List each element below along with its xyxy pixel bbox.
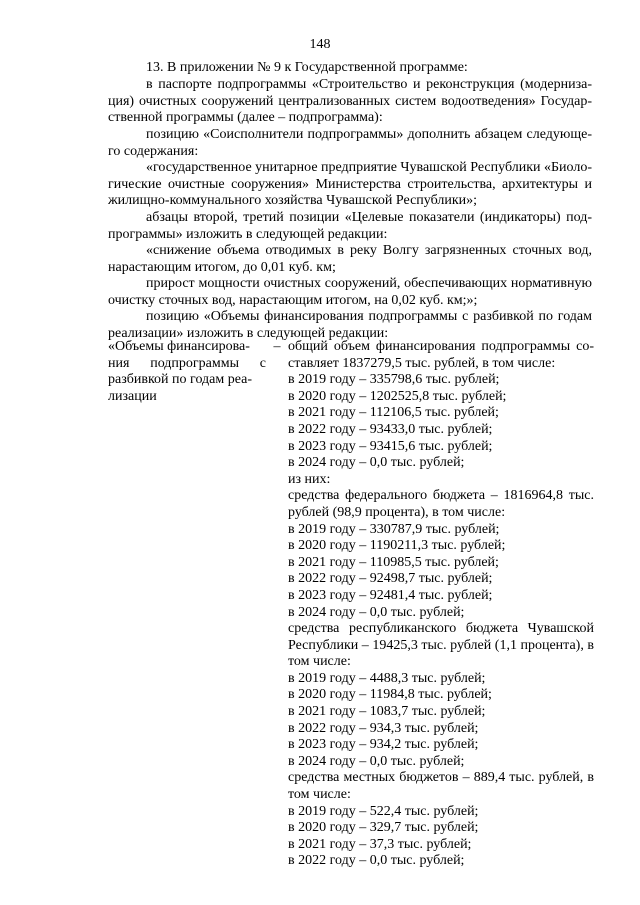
financing-line: в 2024 году – 0,0 тыс. рублей; — [288, 604, 465, 620]
text-line: позицию «Соисполнители подпрограммы» дополнить абзацем следующе- — [146, 127, 592, 142]
financing-line: в 2022 году – 934,3 тыс. рублей; — [288, 720, 479, 736]
text-line: абзацы второй, третий позиции «Целевые показатели (индикаторы) под- — [146, 210, 592, 225]
passport-paragraph — [108, 77, 592, 127]
text-line: в паспорте подпрограммы «Строительство и реконструкция (модерниза- — [146, 77, 592, 92]
financing-line: в 2023 году – 934,2 тыс. рублей; — [288, 737, 479, 753]
text-line: ция) очистных сооружений централизованных систем водоотведения» Государ- — [108, 93, 592, 109]
capacity-paragraph — [108, 276, 592, 309]
page-number: 148 — [309, 37, 331, 52]
financing-line: в 2024 году – 0,0 тыс. рублей; — [288, 753, 465, 769]
financing-values-cell — [288, 339, 594, 870]
financing-paragraph — [108, 309, 592, 342]
text-line: го содержания: — [108, 143, 199, 159]
financing-line: в 2020 году – 329,7 тыс. рублей; — [288, 820, 479, 836]
item-13-heading — [108, 60, 592, 77]
financing-line: общий объем финансирования подпрограммы со- — [288, 339, 594, 354]
position-name-cell — [108, 339, 266, 405]
financing-line: в 2022 году – 92498,7 тыс. рублей; — [288, 571, 493, 587]
financing-line: в 2020 году – 1190211,3 тыс. рублей; — [288, 538, 506, 554]
text-line: 13. В приложении № 9 к Государственной программе: — [146, 60, 468, 75]
financing-line: средства федерального бюджета – 1816964,8 тыс. — [288, 488, 594, 504]
text-line: ственной программы (далее – подпрограмма): — [108, 110, 383, 126]
gup-paragraph — [108, 160, 592, 210]
financing-line: рублей (98,9 процента), в том числе: — [288, 504, 506, 520]
financing-line: в 2019 году – 522,4 тыс. рублей; — [288, 803, 479, 819]
text-line: очистку сточных вод, нарастающим итогом, на 0,02 куб. км;»; — [108, 292, 478, 308]
text-line: позицию «Объемы финансирования подпрограммы с разбивкой по годам — [146, 309, 592, 324]
financing-line: в 2019 году – 335798,6 тыс. рублей; — [288, 372, 500, 388]
financing-line: том числе: — [288, 654, 351, 670]
text-line: разбивкой по годам реа- — [108, 372, 252, 388]
financing-line: средства местных бюджетов – 889,4 тыс. рублей, в — [288, 770, 594, 786]
text-line: нарастающим итогом, до 0,01 куб. км; — [108, 259, 336, 275]
financing-line: Республики – 19425,3 тыс. рублей (1,1 процента), в — [288, 637, 594, 653]
text-line: «снижение объема отводимых в реку Волгу загрязненных сточных вод, — [146, 243, 592, 258]
text-line: лизации — [108, 388, 157, 404]
financing-line: в 2022 году – 93433,0 тыс. рублей; — [288, 421, 493, 437]
text-line: прирост мощности очистных сооружений, обеспечивающих нормативную — [146, 276, 592, 291]
financing-line: в 2019 году – 330787,9 тыс. рублей; — [288, 521, 500, 537]
financing-line: в 2021 году – 110985,5 тыс. рублей; — [288, 554, 499, 570]
financing-line: в 2023 году – 93415,6 тыс. рублей; — [288, 438, 493, 454]
text-line: программы» изложить в следующей редакции: — [108, 226, 388, 242]
financing-line: в 2023 году – 92481,4 тыс. рублей; — [288, 587, 493, 603]
financing-line: в 2020 году – 1202525,8 тыс. рублей; — [288, 388, 507, 404]
financing-line: в 2021 году – 1083,7 тыс. рублей; — [288, 704, 486, 720]
financing-line: том числе: — [288, 787, 351, 803]
reduction-paragraph — [108, 243, 592, 276]
financing-line: в 2021 году – 112106,5 тыс. рублей; — [288, 405, 499, 421]
financing-line: в 2020 году – 11984,8 тыс. рублей; — [288, 687, 492, 703]
text-line: «Объемы финансирова- — [108, 339, 250, 354]
coexecutors-paragraph — [108, 127, 592, 160]
financing-line: в 2021 году – 37,3 тыс. рублей; — [288, 836, 472, 852]
text-line: «государственное унитарное предприятие Чувашской Республики «Биоло- — [146, 160, 592, 175]
paragraphs-2-3-paragraph — [108, 210, 592, 243]
financing-line: в 2024 году – 0,0 тыс. рублей; — [288, 455, 465, 471]
financing-line: в 2022 году – 0,0 тыс. рублей; — [288, 853, 465, 869]
financing-line: средства республиканского бюджета Чувашской — [288, 621, 594, 637]
text-line: гические очистные сооружения» Министерства строительства, архитектуры и — [108, 176, 592, 192]
dash-separator: – — [273, 339, 281, 354]
text-line: жилищно-коммунального хозяйства Чувашской Республики»; — [108, 193, 478, 209]
text-line: реализации» изложить в следующей редакции: — [108, 325, 389, 341]
financing-line: ставляет 1837279,5 тыс. рублей, в том числе: — [288, 355, 556, 371]
financing-line: из них: — [288, 471, 331, 487]
text-line: ния подпрограммы с — [108, 355, 266, 371]
financing-line: в 2019 году – 4488,3 тыс. рублей; — [288, 670, 486, 686]
